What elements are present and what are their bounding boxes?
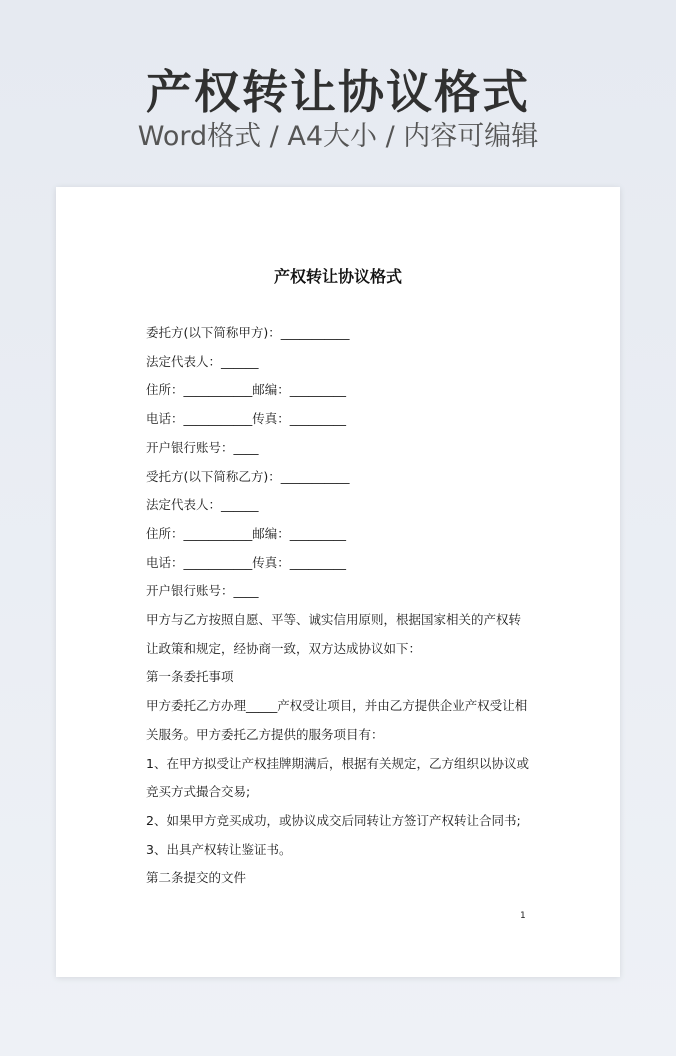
service-item-2: 2、如果甲方竞买成功，或协议成交后同转让方签订产权转让合同书; bbox=[146, 812, 521, 828]
party-b-address-field: 住所：___________邮编：_________ bbox=[146, 525, 347, 541]
page-number: 1 bbox=[520, 911, 526, 921]
article-1-paragraph: 甲方委托乙方办理_____产权受让项目，并由乙方提供企业产权受让相关服务。甲方委托乙方提供的服务项目有： bbox=[146, 698, 528, 742]
party-b-bank-field: 开户银行账号：____ bbox=[146, 583, 259, 599]
party-a-address-field: 住所：___________邮编：_________ bbox=[146, 382, 347, 398]
document-title: 产权转让协议格式 bbox=[273, 267, 402, 286]
banner-subtitle: Word格式 / A4大小 / 内容可编辑 bbox=[137, 121, 539, 152]
party-a-phone-field: 电话：___________传真：_________ bbox=[146, 411, 347, 427]
party-a-representative-field: 法定代表人：______ bbox=[146, 353, 259, 369]
service-item-1: 1、在甲方拟受让产权挂牌期满后，根据有关规定，乙方组织以协议或竞买方式撮合交易; bbox=[146, 755, 529, 800]
party-b-representative-field: 法定代表人：______ bbox=[146, 497, 259, 513]
document-page bbox=[56, 187, 620, 977]
article-2-heading: 第二条提交的文件 bbox=[146, 870, 247, 886]
party-a-field: 委托方(以下简称甲方)：___________ bbox=[146, 325, 350, 340]
agreement-intro-paragraph: 甲方与乙方按照自愿、平等、诚实信用原则，根据国家相关的产权转让政策和规定，经协商一致，双方达成协议如下： bbox=[146, 612, 522, 656]
banner-title: 产权转让协议格式 bbox=[146, 65, 530, 119]
party-b-phone-field: 电话：___________传真：_________ bbox=[146, 554, 347, 570]
document-body bbox=[146, 319, 530, 893]
party-b-field: 受托方(以下简称乙方)：___________ bbox=[146, 468, 350, 484]
service-item-3: 3、出具产权转让鉴证书。 bbox=[146, 841, 292, 857]
article-1-heading: 第一条委托事项 bbox=[146, 669, 234, 685]
party-a-bank-field: 开户银行账号：____ bbox=[146, 439, 259, 455]
